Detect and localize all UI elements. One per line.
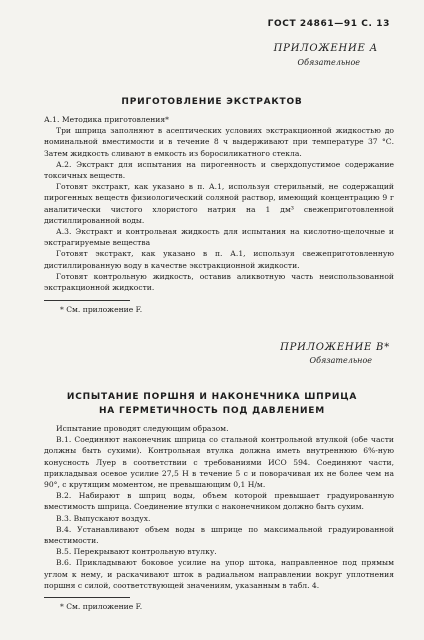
paragraph-b3: В.3. Выпускают воздух. <box>56 513 151 523</box>
footnote-divider-a <box>44 300 130 301</box>
footnote-divider-b <box>44 597 130 598</box>
paragraph-b2: В.2. Набирают в шприц воды, объем которой превышает градуированную вместимость шприца. Соединение втулки с наконечником должно быть сухим. <box>44 491 394 512</box>
appendix-b-heading-line1: ИСПЫТАНИЕ ПОРШНЯ И НАКОНЕЧНИКА ШПРИЦА <box>66 392 358 402</box>
paragraph-a3: А.3. Экстракт и контрольная жидкость для испытания на кислотно-щелочные и экстрагируемые вещества <box>44 227 394 248</box>
paragraph-a2: А.2. Экстракт для испытания на пирогенность и сверхдопустимое содержание токсичных веществ. <box>44 159 394 181</box>
appendix-a-title: ПРИЛОЖЕНИЕ А <box>273 43 378 54</box>
page-header: ГОСТ 24861—91 С. 13 <box>267 19 390 29</box>
paragraph-b1: В.1. Соединяют наконечник шприца со стальной контрольной втулкой (обе части должны быть сухими). Контрольная втулка должна иметь внутреннюю 6%-ную конусность Луер в соответствии с требованиями ИСО 594. Соединяют части, прикладывая осевое усилие 27,5 Н в течение 5 с и поворачивая их не более чем на 90°, с крутящим моментом, не превышающим 0,1 Н/м. <box>44 435 394 490</box>
appendix-a-body <box>44 114 394 293</box>
footnote-b: * См. приложение F. <box>60 602 143 611</box>
paragraph-b5: В.5. Перекрывают контрольную втулку. <box>56 547 217 557</box>
appendix-a-heading: ПРИГОТОВЛЕНИЕ ЭКСТРАКТОВ <box>121 97 303 107</box>
appendix-b-heading-line2: НА ГЕРМЕТИЧНОСТЬ ПОД ДАВЛЕНИЕМ <box>98 406 326 416</box>
footnote-a: * См. приложение F. <box>60 305 143 314</box>
appendix-a-status: Обязательное <box>297 58 360 67</box>
paragraph-a3-text: Готовят экстракт, как указано в п. А.1, используя свежеприготовленную дистиллированную воду в качестве экстракционной жидкости. <box>44 249 394 270</box>
appendix-b-title: ПРИЛОЖЕНИЕ В* <box>280 342 390 353</box>
paragraph-b4: В.4. Устанавливают объем воды в шприце по максимальной градуированной вместимости. <box>44 524 394 546</box>
paragraph-a1-text: Три шприца заполняют в асептических условиях экстракционной жидкостью до номинальной вместимости и в течение 8 ч выдерживают при температуре 37 °С. Затем жидкость сливают в емкость из боросиликатного стекла. <box>44 126 394 158</box>
paragraph-a1: А.1. Методика приготовления* <box>44 115 169 124</box>
appendix-b-status: Обязательное <box>309 356 372 365</box>
paragraph-b6: В.6. Прикладывают боковое усилие на упор штока, направленное под прямым углом к нему, и раскачивают шток в радиальном направлении вокруг уплотнения поршня с силой, соответствующей значениям, указанным в табл. 4. <box>44 558 394 590</box>
paragraph-a2-text: Готовят экстракт, как указано в п. А.1, используя стерильный, не содержащий пирогенных веществ физиологический соляной раствор, имеющий концентрацию 9 г аналитически чистого хлористого натрия на 1 дм³ свежеприготовленной дистиллированной воды. <box>44 182 394 225</box>
appendix-b-body <box>44 423 394 591</box>
paragraph-b-intro: Испытание проводят следующим образом. <box>56 424 229 433</box>
paragraph-a3-control: Готовят контрольную жидкость, оставив аликвотную часть неиспользованной экстракционной жидкости. <box>44 271 394 293</box>
